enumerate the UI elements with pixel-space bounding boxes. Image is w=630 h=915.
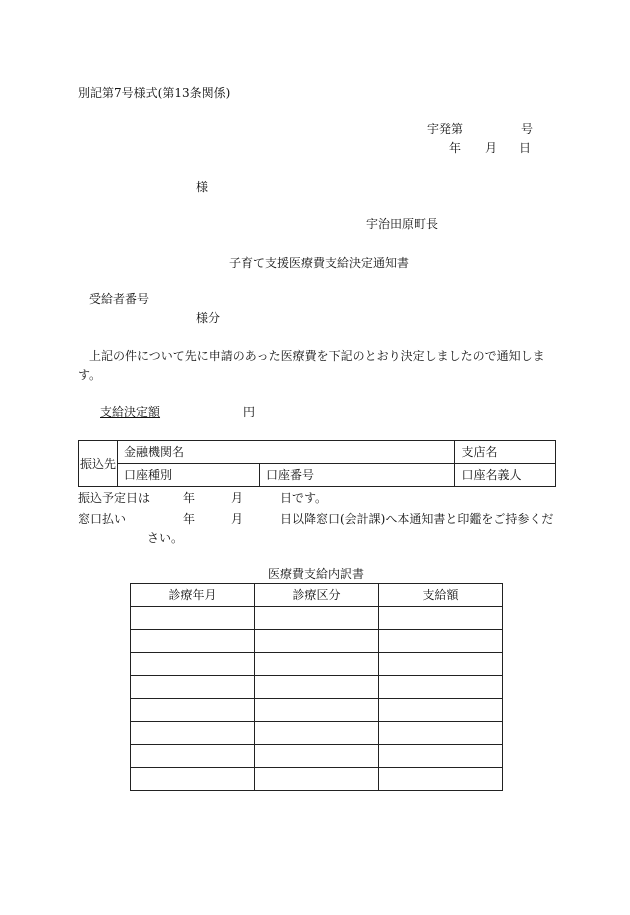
date-year: 年 [449,141,462,155]
row-cell [131,699,255,722]
header-payment-amount: 支給額 [379,584,503,607]
body-line-2: す。 [78,368,102,382]
date-month: 月 [485,141,498,155]
row-cell [131,768,255,791]
amount-label: 支給決定額 [100,405,161,419]
table-row [131,722,503,745]
row-cell [131,630,255,653]
breakdown-title: 医療費支給内訳書 [268,567,365,581]
counter-payment-label: 窓口払い [78,512,127,526]
row-cell [379,745,503,768]
counter-payment-continued: さい。 [147,531,184,545]
transfer-date-month: 月 [231,491,244,505]
table-row [131,607,503,630]
row-cell [379,699,503,722]
table-row [131,676,503,699]
body-line-1: 上記の件について先に申請のあった医療費を下記のとおり決定しましたので通知しま [89,349,545,363]
header-treatment-month: 診療年月 [131,584,255,607]
table-row [131,745,503,768]
row-cell [379,630,503,653]
row-cell [255,653,379,676]
amount-line [100,405,254,419]
form-label: 別記第7号様式(第13条関係) [78,86,231,100]
issuer: 宇治田原町長 [366,217,439,231]
row-cell [131,676,255,699]
row-cell [255,745,379,768]
row-cell [379,722,503,745]
page-title: 子育て支援医療費支給決定通知書 [229,256,410,270]
table-row [131,699,503,722]
date-day: 日 [519,141,532,155]
amount-unit: 円 [243,405,256,419]
row-cell [255,630,379,653]
transfer-destination-label: 振込先 [79,441,118,487]
row-cell [255,607,379,630]
beneficiary-number-label: 受給者番号 [89,292,150,306]
row-cell [379,607,503,630]
recipient-suffix: 様 [196,180,209,194]
row-cell [131,745,255,768]
breakdown-header-row [131,584,503,607]
row-cell [379,676,503,699]
table-row [131,768,503,791]
ref-prefix: 宇発第 [427,122,464,136]
transfer-date-label: 振込予定日は [78,491,151,505]
row-cell [255,699,379,722]
account-number-cell: 口座番号 [260,464,455,487]
counter-payment-year: 年 [183,512,196,526]
row-cell [131,653,255,676]
row-cell [379,653,503,676]
breakdown-table [130,583,503,791]
header-treatment-category: 診療区分 [255,584,379,607]
account-type-cell: 口座種別 [118,464,260,487]
row-cell [131,607,255,630]
counter-payment-month: 月 [231,512,244,526]
counter-payment-suffix: 日以降窓口(会計課)へ本通知書と印鑑をご持参くだ [280,512,554,526]
row-cell [379,768,503,791]
table-row [131,630,503,653]
transfer-date-year: 年 [183,491,196,505]
branch-cell: 支店名 [455,441,556,464]
table-row [131,653,503,676]
row-cell [255,768,379,791]
row-cell [255,676,379,699]
transfer-date-suffix: 日です。 [280,491,328,505]
account-holder-cell: 口座名義人 [455,464,556,487]
row-cell [255,722,379,745]
row-cell [131,722,255,745]
ref-suffix: 号 [521,122,534,136]
bank-transfer-table [78,440,556,487]
beneficiary-suffix: 様分 [196,311,221,325]
bank-name-cell: 金融機関名 [118,441,455,464]
